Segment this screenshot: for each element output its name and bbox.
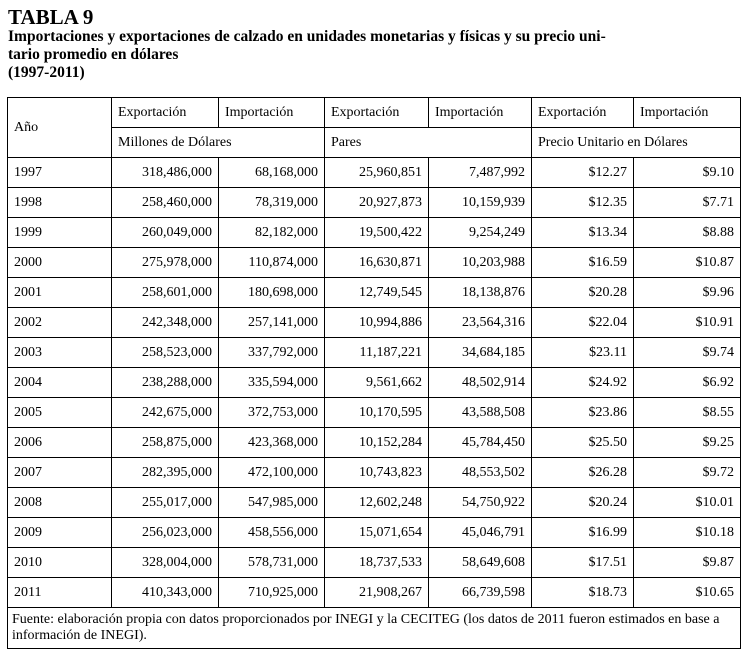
table-row — [8, 248, 741, 278]
value-cell: 578,731,000 — [219, 548, 325, 578]
value-cell: $12.35 — [532, 188, 634, 218]
value-cell: 21,908,267 — [325, 578, 429, 608]
value-cell: 110,874,000 — [219, 248, 325, 278]
header-export: Exportación — [532, 98, 634, 128]
table-row — [8, 428, 741, 458]
value-cell: 257,141,000 — [219, 308, 325, 338]
header-group-unit-price: Precio Unitario en Dólares — [532, 128, 741, 158]
value-cell: 23,564,316 — [429, 308, 532, 338]
subtitle-years: (1997-2011) — [8, 64, 85, 81]
value-cell: 68,168,000 — [219, 158, 325, 188]
year-cell: 2010 — [8, 548, 112, 578]
value-cell: $10.01 — [634, 488, 741, 518]
value-cell: 78,319,000 — [219, 188, 325, 218]
source-note: Fuente: elaboración propia con datos proporcionados por INEGI y la CECITEG (los datos de 2011 fueron estimados en base a información de INEGI). — [8, 608, 741, 649]
value-cell: $22.04 — [532, 308, 634, 338]
table-row — [8, 368, 741, 398]
value-cell: $16.59 — [532, 248, 634, 278]
value-cell: 372,753,000 — [219, 398, 325, 428]
value-cell: $9.10 — [634, 158, 741, 188]
value-cell: $16.99 — [532, 518, 634, 548]
value-cell: 18,138,876 — [429, 278, 532, 308]
header-import: Importación — [219, 98, 325, 128]
value-cell: $6.92 — [634, 368, 741, 398]
value-cell: $26.28 — [532, 458, 634, 488]
value-cell: 337,792,000 — [219, 338, 325, 368]
value-cell: 82,182,000 — [219, 218, 325, 248]
value-cell: $10.18 — [634, 518, 741, 548]
year-cell: 2006 — [8, 428, 112, 458]
table-subtitle — [8, 28, 740, 82]
subtitle-line: tario promedio en dólares — [8, 46, 179, 63]
year-cell: 2011 — [8, 578, 112, 608]
value-cell: $10.91 — [634, 308, 741, 338]
year-cell: 2001 — [8, 278, 112, 308]
header-import: Importación — [429, 98, 532, 128]
value-cell: $24.92 — [532, 368, 634, 398]
value-cell: $8.55 — [634, 398, 741, 428]
value-cell: $23.86 — [532, 398, 634, 428]
table-row — [8, 488, 741, 518]
value-cell: 19,500,422 — [325, 218, 429, 248]
value-cell: 10,170,595 — [325, 398, 429, 428]
table-row — [8, 518, 741, 548]
value-cell: $10.65 — [634, 578, 741, 608]
value-cell: 10,159,939 — [429, 188, 532, 218]
value-cell: 242,675,000 — [112, 398, 219, 428]
value-cell: 9,561,662 — [325, 368, 429, 398]
subtitle-line: Importaciones y exportaciones de calzado en unidades monetarias y físicas y su precio uni- — [8, 28, 606, 45]
value-cell: 54,750,922 — [429, 488, 532, 518]
value-cell: $12.27 — [532, 158, 634, 188]
value-cell: 43,588,508 — [429, 398, 532, 428]
header-year: Año — [8, 98, 112, 158]
header-import: Importación — [634, 98, 741, 128]
year-cell: 1998 — [8, 188, 112, 218]
year-cell: 2002 — [8, 308, 112, 338]
value-cell: $20.28 — [532, 278, 634, 308]
value-cell: 7,487,992 — [429, 158, 532, 188]
value-cell: 180,698,000 — [219, 278, 325, 308]
value-cell: 9,254,249 — [429, 218, 532, 248]
value-cell: 423,368,000 — [219, 428, 325, 458]
header-group-row — [8, 128, 741, 158]
header-row — [8, 98, 741, 128]
value-cell: 258,875,000 — [112, 428, 219, 458]
value-cell: 34,684,185 — [429, 338, 532, 368]
value-cell: 258,601,000 — [112, 278, 219, 308]
value-cell: 282,395,000 — [112, 458, 219, 488]
year-cell: 1999 — [8, 218, 112, 248]
value-cell: 15,071,654 — [325, 518, 429, 548]
header-group-pairs: Pares — [325, 128, 532, 158]
year-cell: 2009 — [8, 518, 112, 548]
value-cell: $9.25 — [634, 428, 741, 458]
value-cell: 10,994,886 — [325, 308, 429, 338]
value-cell: 472,100,000 — [219, 458, 325, 488]
year-cell: 1997 — [8, 158, 112, 188]
value-cell: $13.34 — [532, 218, 634, 248]
year-cell: 2000 — [8, 248, 112, 278]
year-cell: 2007 — [8, 458, 112, 488]
value-cell: $9.72 — [634, 458, 741, 488]
value-cell: $20.24 — [532, 488, 634, 518]
value-cell: 45,046,791 — [429, 518, 532, 548]
table-row — [8, 158, 741, 188]
value-cell: $17.51 — [532, 548, 634, 578]
value-cell: $9.74 — [634, 338, 741, 368]
header-export: Exportación — [325, 98, 429, 128]
value-cell: 20,927,873 — [325, 188, 429, 218]
value-cell: 458,556,000 — [219, 518, 325, 548]
value-cell: $23.11 — [532, 338, 634, 368]
value-cell: 10,743,823 — [325, 458, 429, 488]
value-cell: 66,739,598 — [429, 578, 532, 608]
value-cell: 238,288,000 — [112, 368, 219, 398]
value-cell: 48,553,502 — [429, 458, 532, 488]
table-row — [8, 308, 741, 338]
value-cell: 11,187,221 — [325, 338, 429, 368]
value-cell: 16,630,871 — [325, 248, 429, 278]
value-cell: 258,523,000 — [112, 338, 219, 368]
value-cell: 48,502,914 — [429, 368, 532, 398]
value-cell: $9.96 — [634, 278, 741, 308]
year-cell: 2005 — [8, 398, 112, 428]
value-cell: $10.87 — [634, 248, 741, 278]
table-row — [8, 458, 741, 488]
value-cell: 410,343,000 — [112, 578, 219, 608]
value-cell: 335,594,000 — [219, 368, 325, 398]
table-row — [8, 188, 741, 218]
value-cell: 256,023,000 — [112, 518, 219, 548]
year-cell: 2008 — [8, 488, 112, 518]
value-cell: 258,460,000 — [112, 188, 219, 218]
value-cell: $9.87 — [634, 548, 741, 578]
value-cell: 328,004,000 — [112, 548, 219, 578]
table-row — [8, 548, 741, 578]
data-table — [7, 97, 741, 649]
value-cell: 318,486,000 — [112, 158, 219, 188]
table-row — [8, 278, 741, 308]
value-cell: 255,017,000 — [112, 488, 219, 518]
value-cell: 242,348,000 — [112, 308, 219, 338]
value-cell: 10,203,988 — [429, 248, 532, 278]
value-cell: 12,602,248 — [325, 488, 429, 518]
value-cell: 45,784,450 — [429, 428, 532, 458]
value-cell: 58,649,608 — [429, 548, 532, 578]
value-cell: 25,960,851 — [325, 158, 429, 188]
value-cell: 547,985,000 — [219, 488, 325, 518]
value-cell: $8.88 — [634, 218, 741, 248]
value-cell: $7.71 — [634, 188, 741, 218]
table-row — [8, 578, 741, 608]
year-cell: 2004 — [8, 368, 112, 398]
year-cell: 2003 — [8, 338, 112, 368]
value-cell: 260,049,000 — [112, 218, 219, 248]
header-export: Exportación — [112, 98, 219, 128]
value-cell: 12,749,545 — [325, 278, 429, 308]
value-cell: 275,978,000 — [112, 248, 219, 278]
value-cell: 18,737,533 — [325, 548, 429, 578]
table-caption — [8, 6, 740, 82]
table-title: TABLA 9 — [8, 5, 94, 29]
value-cell: $25.50 — [532, 428, 634, 458]
value-cell: $18.73 — [532, 578, 634, 608]
header-group-dollars: Millones de Dólares — [112, 128, 325, 158]
value-cell: 710,925,000 — [219, 578, 325, 608]
footer-row — [8, 608, 741, 649]
value-cell: 10,152,284 — [325, 428, 429, 458]
table-row — [8, 218, 741, 248]
table-row — [8, 338, 741, 368]
table-row — [8, 398, 741, 428]
